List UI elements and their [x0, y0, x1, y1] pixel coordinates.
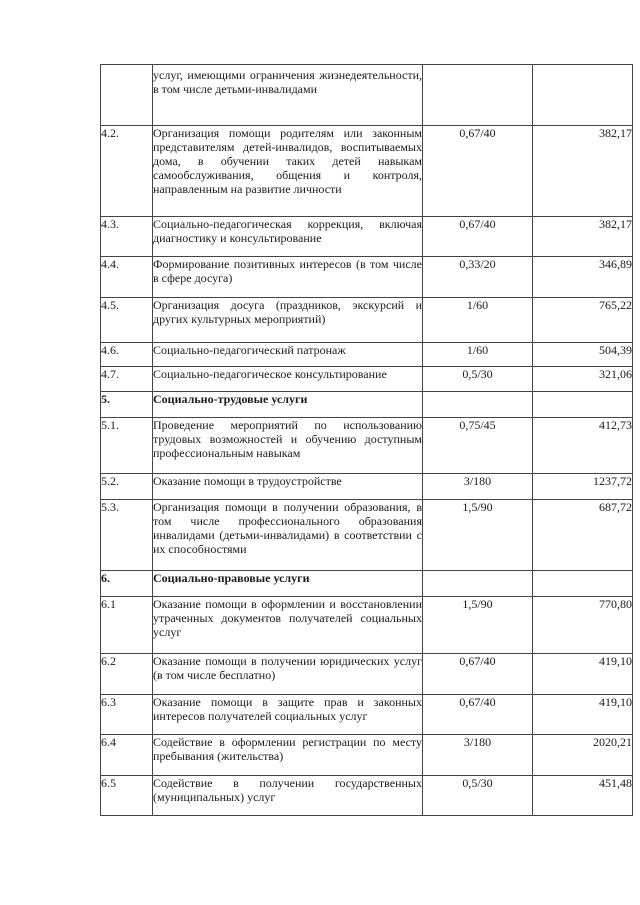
- row-number: 5.1.: [101, 418, 153, 474]
- table-row: [101, 735, 633, 776]
- service-price: 765,22: [533, 298, 633, 343]
- service-name: Оказание помощи в оформлении и восстановлении утраченных документов получателей социальных услуг: [153, 597, 423, 654]
- service-price: 346,89: [533, 257, 633, 298]
- service-price: 451,48: [533, 776, 633, 816]
- section-number: 5.: [101, 392, 153, 418]
- service-price: 419,10: [533, 695, 633, 735]
- row-number: 4.2.: [101, 126, 153, 217]
- table-row: [101, 695, 633, 735]
- row-number: [101, 65, 153, 126]
- service-norm: 3/180: [423, 735, 533, 776]
- service-name: Организация помощи в получении образования, в том числе профессионального образования инвалидами (детьми-инвалидами) в соответствии с их способностями: [153, 500, 423, 571]
- row-number: 5.3.: [101, 500, 153, 571]
- table-row: [101, 500, 633, 571]
- section-header-row: [101, 571, 633, 597]
- service-price: 1237,72: [533, 474, 633, 500]
- row-number: 5.2.: [101, 474, 153, 500]
- table-row: [101, 654, 633, 695]
- table-row: [101, 65, 633, 126]
- service-norm: [423, 65, 533, 126]
- service-norm: 0,75/45: [423, 418, 533, 474]
- service-name: Оказание помощи в получении юридических услуг (в том числе бесплатно): [153, 654, 423, 695]
- row-number: 6.2: [101, 654, 153, 695]
- service-norm: 1/60: [423, 343, 533, 367]
- service-norm: 0,67/40: [423, 695, 533, 735]
- service-name: Оказание помощи в защите прав и законных интересов получателей социальных услуг: [153, 695, 423, 735]
- section-title: Социально-правовые услуги: [153, 571, 423, 597]
- row-number: 6.1: [101, 597, 153, 654]
- row-number: 4.5.: [101, 298, 153, 343]
- service-name: Проведение мероприятий по использованию трудовых возможностей и обучению доступным профессиональным навыкам: [153, 418, 423, 474]
- row-number: 4.3.: [101, 217, 153, 257]
- table-row: [101, 298, 633, 343]
- service-name: Социально-педагогическое консультирование: [153, 367, 423, 392]
- service-price: 321,06: [533, 367, 633, 392]
- row-number: 4.7.: [101, 367, 153, 392]
- row-number: 6.4: [101, 735, 153, 776]
- service-norm: 3/180: [423, 474, 533, 500]
- services-table: [100, 64, 633, 816]
- service-name: Оказание помощи в трудоустройстве: [153, 474, 423, 500]
- table-row: [101, 776, 633, 816]
- row-number: 4.6.: [101, 343, 153, 367]
- service-price: 687,72: [533, 500, 633, 571]
- service-name: Социально-педагогическая коррекция, включая диагностику и консультирование: [153, 217, 423, 257]
- section-number: 6.: [101, 571, 153, 597]
- section-header-row: [101, 392, 633, 418]
- section-title: Социально-трудовые услуги: [153, 392, 423, 418]
- service-price: 382,17: [533, 217, 633, 257]
- service-price: 504,39: [533, 343, 633, 367]
- service-price: [533, 392, 633, 418]
- service-norm: 0,5/30: [423, 367, 533, 392]
- service-norm: [423, 571, 533, 597]
- table-row: [101, 367, 633, 392]
- service-name: Организация досуга (праздников, экскурсий и других культурных мероприятий): [153, 298, 423, 343]
- row-number: 4.4.: [101, 257, 153, 298]
- service-name: Формирование позитивных интересов (в том числе в сфере досуга): [153, 257, 423, 298]
- table-row: [101, 217, 633, 257]
- service-name: Организация помощи родителям или законным представителям детей-инвалидов, воспитываемых дома, в обучении таких детей навыкам самообслуживания, общения и контроля, направленным на развитие личности: [153, 126, 423, 217]
- service-norm: 0,67/40: [423, 126, 533, 217]
- row-number: 6.5: [101, 776, 153, 816]
- service-norm: 1,5/90: [423, 500, 533, 571]
- service-name: Содействие в получении государственных (муниципальных) услуг: [153, 776, 423, 816]
- table-row: [101, 343, 633, 367]
- table-row: [101, 474, 633, 500]
- service-norm: 0,67/40: [423, 217, 533, 257]
- table-row: [101, 257, 633, 298]
- service-price: 382,17: [533, 126, 633, 217]
- service-norm: 0,5/30: [423, 776, 533, 816]
- service-norm: 0,33/20: [423, 257, 533, 298]
- service-name: Содействие в оформлении регистрации по месту пребывания (жительства): [153, 735, 423, 776]
- service-price: 419,10: [533, 654, 633, 695]
- service-name: Социально-педагогический патронаж: [153, 343, 423, 367]
- service-price: 770,80: [533, 597, 633, 654]
- service-norm: 1,5/90: [423, 597, 533, 654]
- service-norm: [423, 392, 533, 418]
- service-norm: 1/60: [423, 298, 533, 343]
- service-price: [533, 65, 633, 126]
- row-number: 6.3: [101, 695, 153, 735]
- service-price: 412,73: [533, 418, 633, 474]
- table-row: [101, 126, 633, 217]
- table-row: [101, 418, 633, 474]
- service-price: 2020,21: [533, 735, 633, 776]
- service-price: [533, 571, 633, 597]
- service-norm: 0,67/40: [423, 654, 533, 695]
- service-name: услуг, имеющими ограничения жизнедеятельности, в том числе детьми-инвалидами: [153, 65, 423, 126]
- table-row: [101, 597, 633, 654]
